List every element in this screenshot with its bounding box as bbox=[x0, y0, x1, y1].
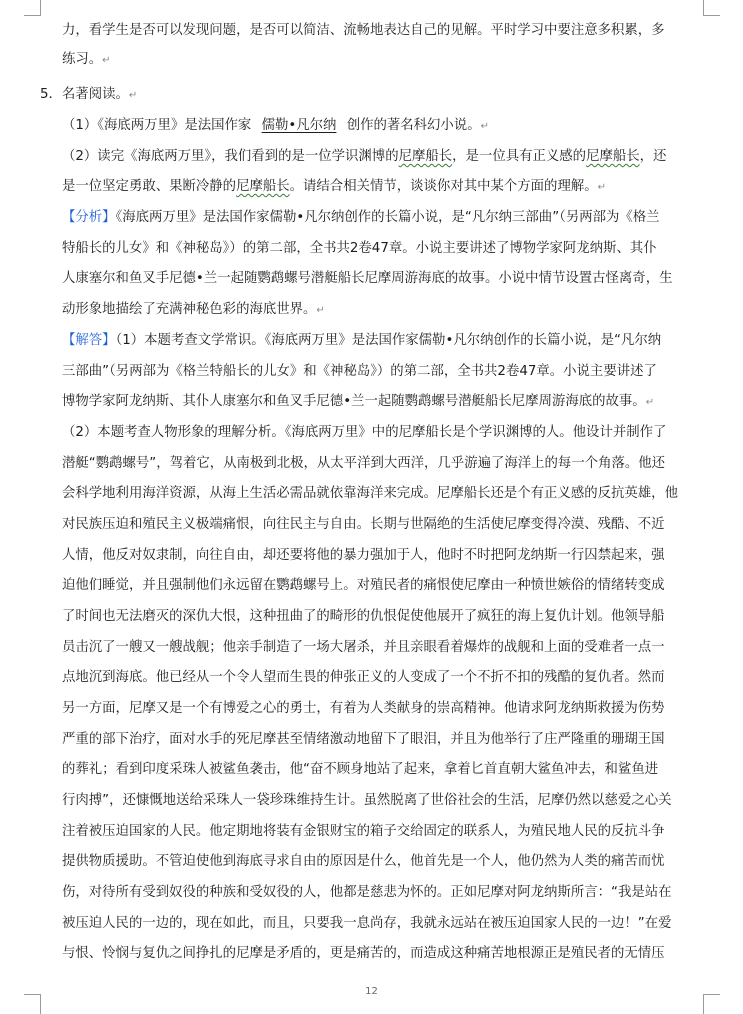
body-line: 潜艇“鹦鹉螺号”，驾着它，从南极到北极，从太平洋到大西洋，几乎游遍了海洋上的每一个角落。他还 bbox=[62, 456, 666, 471]
body-line: 另一方面，尼摩又是一个有博爱之心的勇士，有着为人类献身的崇高精神。他请求阿龙纳斯救援为伤势 bbox=[62, 701, 665, 716]
analysis-tag: 【分析】 bbox=[62, 210, 116, 225]
crop-mark-bottom-left-v bbox=[40, 994, 41, 1014]
analysis-line: 特船长的儿女》和《神秘岛》）的第二部，全书共2卷47章。小说主要讲述了博物学家阿龙纳斯、其仆 bbox=[62, 241, 657, 256]
body-line: 会科学地利用海洋资源，从海上生活必需品就依靠海洋来完成。尼摩船长还是个有正义感的反抗英雄，他 bbox=[62, 486, 678, 501]
answer-line: 博物学家阿龙纳斯、其仆人康塞尔和鱼叉手尼德•兰一起随鹦鹉螺号潜艇船长尼摩周游海底的故事。↵ bbox=[62, 394, 655, 409]
body-line: 注着被压迫国家的人民。他定期地将装有金银财宝的箱子交给固定的联系人，为殖民地人民的反抗斗争 bbox=[62, 824, 665, 839]
crop-mark-top-right-h bbox=[703, 15, 720, 16]
page-number: 12 bbox=[365, 986, 378, 997]
analysis-line: 【分析】《海底两万里》是法国作家儒勒•凡尔纳创作的长篇小说，是“凡尔纳三部曲”（另两部为《格兰 bbox=[62, 210, 660, 225]
text-line: 力，看学生是否可以发现问题，是否可以简洁、流畅地表达自己的见解。平时学习中要注意多积累，多 bbox=[62, 23, 665, 38]
answer-tag: 【解答】 bbox=[62, 333, 116, 348]
analysis-line: 人康塞尔和鱼叉手尼德•兰一起随鹦鹉螺号潜艇船长尼摩周游海底的故事。小说中情节设置古怪离奇，生 bbox=[62, 271, 673, 286]
analysis-line: 动形象地描绘了充满神秘色彩的海底世界。↵ bbox=[62, 302, 325, 317]
body-line: 伤，对待所有受到奴役的种族和受奴役的人，他都是慈悲为怀的。正如尼摩对阿龙纳斯所言：“我是站在 bbox=[62, 885, 672, 900]
body-line: 迫他们睡觉，并且强制他们永远留在鹦鹉螺号上。对殖民者的痛恨使尼摩由一种愤世嫉俗的情绪转变成 bbox=[62, 578, 665, 593]
body-line: 点地沉到海底。他已经从一个令人望而生畏的伸张正义的人变成了一个不折不扣的残酷的复仇者。然而 bbox=[62, 670, 665, 685]
answer-line: 【解答】（1）本题考查文学常识。《海底两万里》是法国作家儒勒•凡尔纳创作的长篇小说，是“凡尔纳 bbox=[62, 333, 662, 348]
crop-mark-top-left-h bbox=[24, 15, 41, 16]
body-line: 被压迫人民的一边的，现在如此，而且，只要我一息尚存，我就永远站在被压迫国家人民的一边！”在爱 bbox=[62, 916, 672, 931]
body-line: （2）本题考查人物形象的理解分析。《海底两万里》中的尼摩船长是个学识渊博的人。他设计并制作了 bbox=[62, 425, 667, 440]
body-line: 对民族压迫和殖民主义极端痛恨，向往民主与自由。长期与世隔绝的生活使尼摩变得冷漠、残酷、不近 bbox=[62, 517, 665, 532]
body-line: 了时间也无法磨灭的深仇大恨，这种扭曲了的畸形的仇恨促使他展开了疯狂的海上复仇计划。他领导船 bbox=[62, 609, 665, 624]
body-line: 的葬礼；看到印度采珠人被鲨鱼袭击，他“奋不顾身地站了起来，拿着匕首直朝大鲨鱼冲去，和鲨鱼进 bbox=[62, 762, 659, 777]
body-line: 员击沉了一艘又一艘战舰；他亲手制造了一场大屠杀，并且亲眼看着爆炸的战舰和上面的受难者一点一 bbox=[62, 640, 665, 655]
text-line: 是一位坚定勇敢、果断冷静的尼摩船长。请结合相关情节，谈谈你对其中某个方面的理解。↵ bbox=[62, 179, 607, 194]
body-line: 与恨、怜悯与复仇之间挣扎的尼摩是矛盾的，更是痛苦的，而造成这种痛苦地根源正是殖民者的无情压 bbox=[62, 946, 665, 961]
crop-mark-top-right-v bbox=[703, 0, 704, 16]
text-line: 练习。↵ bbox=[62, 52, 111, 67]
crop-mark-top-left-v bbox=[40, 0, 41, 16]
body-line: 严重的部下治疗，面对水手的死尼摩甚至情绪激动地留下了眼泪，并且为他举行了庄严隆重的珊瑚王国 bbox=[62, 732, 665, 747]
body-line: 提供物质援助。不管迫使他到海底寻求自由的原因是什么，他首先是一个人，他仍然为人类的痛苦而忧 bbox=[62, 854, 665, 869]
crop-mark-bottom-right-v bbox=[703, 994, 704, 1014]
question-item: （2）读完《海底两万里》，我们看到的是一位学识渊博的尼摩船长，是一位具有正义感的尼摩船长，还 bbox=[62, 149, 667, 164]
answer-line: 三部曲”（另两部为《格兰特船长的儿女》和《神秘岛》）的第二部，全书共2卷47章。小说主要讲述了 bbox=[62, 364, 657, 379]
body-line: 人情，他反对奴隶制，向往自由，却还要将他的暴力强加于人，他时不时把阿龙纳斯一行囚禁起来，强 bbox=[62, 548, 665, 563]
body-line: 行肉搏”，还慷慨地送给采珠人一袋珍珠维持生计。虽然脱离了世俗社会的生活，尼摩仍然以慈爱之心关 bbox=[62, 793, 672, 808]
question-heading: 5．名著阅读。↵ bbox=[40, 87, 138, 102]
question-item: （1）《海底两万里》是法国作家 儒勒•凡尔纳 创作的著名科幻小说。↵ bbox=[62, 118, 489, 133]
answer-blank: 儒勒•凡尔纳 bbox=[261, 118, 337, 133]
